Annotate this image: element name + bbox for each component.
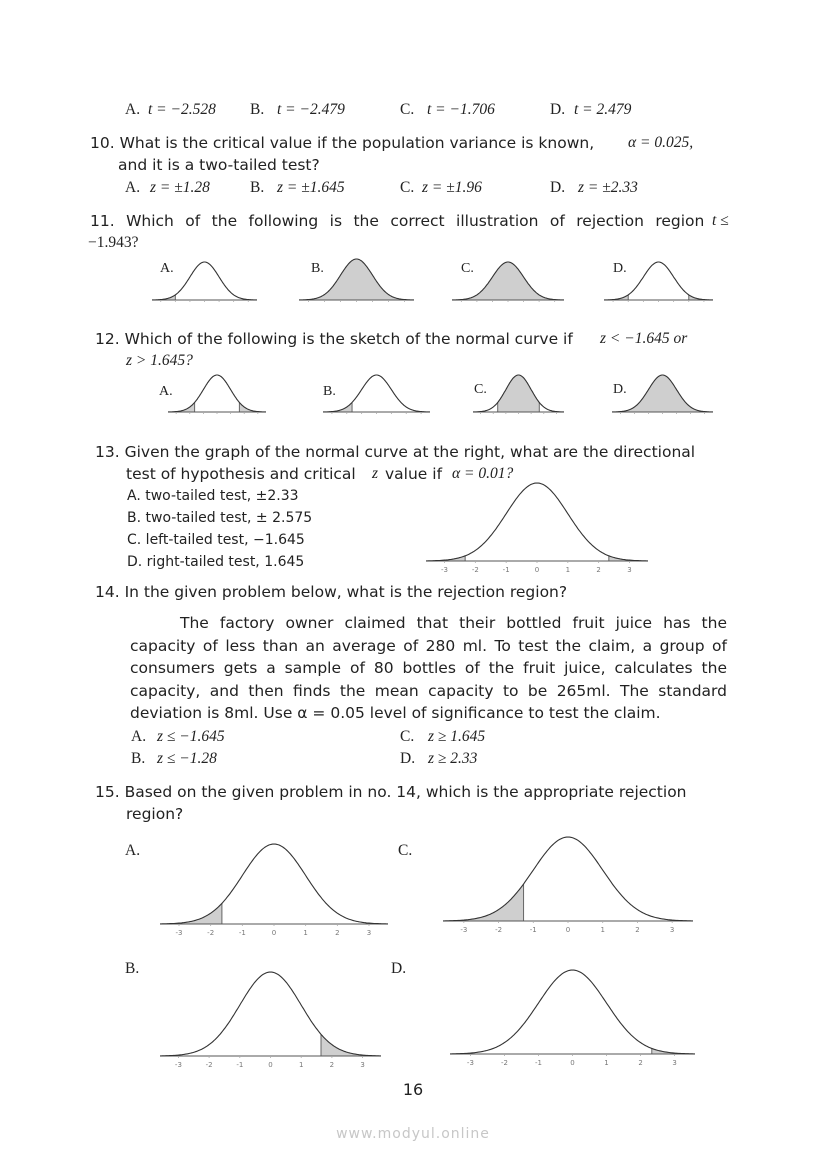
q11-question-line2: −1.943? bbox=[88, 234, 139, 251]
q13-z-var: z bbox=[372, 465, 379, 482]
axis-tick-label: 1 bbox=[303, 929, 308, 937]
q14-option-d-expr: z ≥ 2.33 bbox=[428, 750, 478, 767]
axis-tick-label: 1 bbox=[565, 566, 571, 574]
axis-tick-label: -1 bbox=[238, 929, 246, 937]
q12-label-b: B. bbox=[323, 384, 336, 399]
q12-condition-2: z > 1.645? bbox=[126, 352, 193, 369]
axis-tick-label: -3 bbox=[175, 929, 183, 937]
q13-curve bbox=[426, 485, 648, 579]
axis-tick-label: -3 bbox=[174, 1061, 182, 1069]
q14-option-c-expr: z ≥ 1.645 bbox=[428, 728, 486, 745]
q10-option-d-letter: D. bbox=[550, 179, 566, 196]
axis-tick-label: 1 bbox=[298, 1061, 304, 1069]
bell-curve-line bbox=[426, 483, 648, 561]
axis-tick-label: -2 bbox=[500, 1059, 508, 1067]
normal-curve-graphic bbox=[473, 376, 564, 416]
page-number: 16 bbox=[402, 1080, 424, 1099]
q11-curve-d[interactable] bbox=[604, 262, 713, 304]
axis-tick-label: 2 bbox=[638, 1059, 643, 1067]
normal-curve-graphic bbox=[604, 262, 713, 304]
q12-curve-a[interactable] bbox=[168, 376, 266, 416]
rejection-region-1 bbox=[461, 262, 554, 300]
axis-tick-label: 0 bbox=[570, 1059, 575, 1067]
q10-option-a-letter: A. bbox=[125, 179, 141, 196]
rejection-region-1 bbox=[332, 402, 352, 412]
axis-tick-label: -3 bbox=[460, 926, 468, 934]
normal-curve-graphic bbox=[160, 970, 381, 1070]
q12-curve-d[interactable] bbox=[612, 376, 713, 416]
q14-option-b-letter: B. bbox=[131, 750, 146, 767]
axis-tick-label: 2 bbox=[635, 926, 640, 934]
axis-tick-label: 2 bbox=[335, 929, 340, 937]
bell-curve-line bbox=[160, 972, 381, 1056]
q10-option-c-letter: C. bbox=[400, 179, 415, 196]
q13-option-d: D. right-tailed test, 1.645 bbox=[127, 554, 305, 570]
normal-curve-graphic bbox=[426, 485, 648, 579]
q10-option-a-expr: z = ±1.28 bbox=[150, 179, 210, 196]
rejection-region-1 bbox=[309, 259, 405, 300]
rejection-region-1 bbox=[321, 1034, 363, 1056]
q14-option-b-expr: z ≤ −1.28 bbox=[157, 750, 217, 767]
q11-label-b: B. bbox=[311, 261, 324, 276]
axis-tick-label: -1 bbox=[534, 1059, 542, 1067]
normal-curve-graphic bbox=[323, 376, 430, 416]
q12-label-d: D. bbox=[613, 382, 627, 397]
q15-label-a: A. bbox=[125, 842, 141, 859]
bell-curve-line bbox=[443, 837, 693, 921]
bell-curve-line bbox=[152, 262, 257, 300]
axis-tick-label: 3 bbox=[366, 929, 372, 937]
q10-option-b-expr: z = ±1.645 bbox=[277, 179, 345, 196]
bell-curve-line bbox=[323, 375, 430, 412]
axis-tick-label: -2 bbox=[207, 929, 215, 937]
q14-option-c-letter: C. bbox=[400, 728, 415, 745]
normal-curve-graphic bbox=[612, 376, 713, 416]
q10-question-line1: 10. What is the critical value if the population variance is known, bbox=[90, 134, 595, 152]
axis-tick-label: 3 bbox=[627, 566, 632, 574]
normal-curve-graphic bbox=[452, 262, 564, 304]
q15-curve-d[interactable] bbox=[450, 968, 695, 1068]
axis-tick-label: -2 bbox=[471, 566, 479, 574]
q13-question-line2-end: value if bbox=[385, 465, 443, 483]
normal-curve-graphic bbox=[152, 262, 257, 304]
rejection-region-2 bbox=[239, 402, 257, 412]
bell-curve-line bbox=[160, 844, 388, 924]
q14-question-line1: 14. In the given problem below, what is the rejection region? bbox=[95, 583, 568, 601]
q11-label-a: A. bbox=[160, 261, 174, 276]
axis-tick-label: -2 bbox=[205, 1061, 213, 1069]
axis-tick-label: -3 bbox=[466, 1059, 474, 1067]
q10-option-b-letter: B. bbox=[250, 179, 265, 196]
q13-option-c: C. left-tailed test, −1.645 bbox=[127, 532, 305, 548]
bell-curve-line bbox=[604, 262, 713, 300]
q12-label-c: C. bbox=[474, 382, 487, 397]
q15-curve-a[interactable] bbox=[160, 840, 388, 936]
axis-tick-label: 1 bbox=[600, 926, 605, 934]
axis-tick-label: 0 bbox=[271, 929, 277, 937]
normal-curve-graphic bbox=[450, 968, 695, 1068]
rejection-region-1 bbox=[464, 884, 524, 921]
q11-label-c: C. bbox=[461, 261, 474, 276]
q12-question-line1: 12. Which of the following is the sketch of the normal curve if bbox=[95, 330, 573, 348]
q15-question-line2: region? bbox=[126, 805, 184, 823]
axis-tick-label: 1 bbox=[604, 1059, 609, 1067]
q11-condition: t ≤ bbox=[712, 212, 729, 229]
q10-option-d-expr: z = ±2.33 bbox=[578, 179, 638, 196]
q15-label-d: D. bbox=[391, 960, 407, 977]
axis-tick-label: -1 bbox=[529, 926, 537, 934]
rejection-region-1 bbox=[179, 903, 222, 924]
option-a-letter: A. bbox=[125, 101, 141, 118]
option-b-letter: B. bbox=[250, 101, 265, 118]
axis-tick-label: -3 bbox=[441, 566, 448, 574]
q15-label-c: C. bbox=[398, 842, 413, 859]
axis-tick-label: -1 bbox=[236, 1061, 244, 1069]
watermark: www.modyul.online bbox=[336, 1126, 490, 1142]
q12-curve-c[interactable] bbox=[473, 376, 564, 416]
q14-option-a-expr: z ≤ −1.645 bbox=[157, 728, 225, 745]
q11-label-d: D. bbox=[613, 261, 627, 276]
axis-tick-label: 3 bbox=[672, 1059, 677, 1067]
option-d-expr: t = 2.479 bbox=[574, 101, 632, 118]
q10-option-c-expr: z = ±1.96 bbox=[422, 179, 482, 196]
rejection-region-1 bbox=[176, 402, 194, 412]
axis-tick-label: 2 bbox=[596, 566, 601, 574]
q11-curve-c[interactable] bbox=[452, 262, 564, 304]
axis-tick-label: 2 bbox=[329, 1061, 335, 1069]
q12-curve-b[interactable] bbox=[323, 376, 430, 416]
q13-alpha: α = 0.01? bbox=[452, 465, 514, 482]
normal-curve-graphic bbox=[160, 840, 388, 936]
q14-problem-paragraph: The factory owner claimed that their bottled fruit juice has the capacity of less than an average of 280 ml. To test the claim, a group of consumers gets a sample of 80 bottles of the fruit juice, calculates the capacity, and then finds the mean capacity to be 265ml. The standard deviation is 8ml. Use α = 0.05 level of significance to test the claim. bbox=[130, 614, 727, 722]
q15-curve-b[interactable] bbox=[160, 970, 381, 1070]
q11-curve-b[interactable] bbox=[299, 260, 414, 304]
q11-curve-a[interactable] bbox=[152, 262, 257, 304]
axis-tick-label: 0 bbox=[268, 1061, 273, 1069]
q13-question-line2: test of hypothesis and critical bbox=[126, 465, 356, 483]
rejection-region-1 bbox=[620, 375, 704, 412]
q11-question-line1: 11. Which of the following is the correct illustration of rejection region bbox=[90, 212, 705, 230]
axis-tick-label: 3 bbox=[360, 1061, 365, 1069]
bell-curve-line bbox=[450, 970, 695, 1054]
q10-alpha: α = 0.025, bbox=[628, 134, 694, 151]
q14-option-a-letter: A. bbox=[131, 728, 147, 745]
q15-question-line1: 15. Based on the given problem in no. 14, which is the appropriate rejection bbox=[95, 783, 687, 801]
axis-tick-label: 0 bbox=[565, 926, 571, 934]
q15-curve-c[interactable] bbox=[443, 836, 693, 935]
normal-curve-graphic bbox=[299, 260, 414, 304]
normal-curve-graphic bbox=[168, 376, 266, 416]
q13-option-b: B. two-tailed test, ± 2.575 bbox=[127, 510, 313, 526]
q12-label-a: A. bbox=[159, 384, 173, 399]
option-a-expr: t = −2.528 bbox=[148, 101, 216, 118]
q14-option-d-letter: D. bbox=[400, 750, 416, 767]
axis-tick-label: -2 bbox=[495, 926, 503, 934]
option-c-expr: t = −1.706 bbox=[427, 101, 495, 118]
q13-question-line1: 13. Given the graph of the normal curve at the right, what are the directional bbox=[95, 443, 696, 461]
normal-curve-graphic bbox=[443, 836, 693, 935]
axis-tick-label: 3 bbox=[669, 926, 675, 934]
option-c-letter: C. bbox=[400, 101, 415, 118]
axis-tick-label: 0 bbox=[534, 566, 540, 574]
q13-option-a: A. two-tailed test, ±2.33 bbox=[127, 488, 299, 504]
q12-condition-1: z < −1.645 or bbox=[600, 330, 688, 347]
option-b-expr: t = −2.479 bbox=[277, 101, 345, 118]
option-d-letter: D. bbox=[550, 101, 566, 118]
bell-curve-line bbox=[168, 375, 266, 412]
q10-question-line2: and it is a two-tailed test? bbox=[118, 156, 320, 174]
axis-tick-label: -1 bbox=[502, 566, 510, 574]
q15-label-b: B. bbox=[125, 960, 140, 977]
